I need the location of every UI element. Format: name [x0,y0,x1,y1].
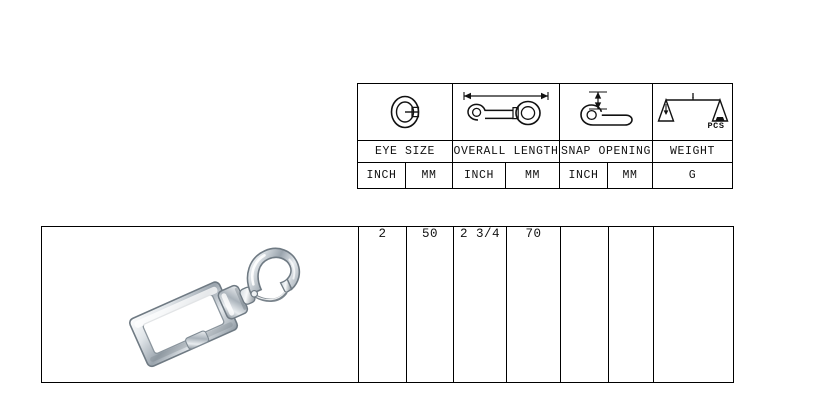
weight-scale-icon [653,84,732,140]
overall-length-unit-inch: INCH [453,163,506,189]
cell-overall-length-mm: 70 [507,227,561,383]
cell-snap-opening-inch [561,227,609,383]
cell-eye-size-inch: 2 [359,227,407,383]
snap-opening-unit-inch: INCH [560,163,608,189]
cell-eye-size-mm: 50 [407,227,454,383]
cell-overall-length-inch: 2 3/4 [454,227,507,383]
overall-length-icon [453,84,559,140]
spec-header-table [357,83,733,189]
weight-unit-g: G [653,163,733,189]
cell-weight-g [654,227,734,383]
cell-snap-opening-mm [609,227,654,383]
eye-size-label: EYE SIZE [358,141,453,163]
weight-label: WEIGHT [653,141,733,163]
eye-size-icon-cell [358,84,453,141]
snap-opening-label: SNAP OPENING [560,141,653,163]
eye-size-icon [358,84,452,140]
overall-length-unit-mm: MM [506,163,560,189]
product-data-table [41,226,734,383]
swivel-snap-hook-illustration [122,231,312,381]
spec-icon-row [358,84,733,141]
snap-opening-icon [560,84,652,140]
spec-name-row [358,141,733,163]
weight-icon-pcs-label: PCS [706,121,725,131]
snap-opening-icon-cell [560,84,653,141]
eye-size-unit-mm: MM [406,163,453,189]
product-image-cell [42,227,359,383]
table-row [42,227,734,383]
snap-opening-unit-mm: MM [608,163,653,189]
overall-length-icon-cell [453,84,560,141]
overall-length-label: OVERALL LENGTH [453,141,560,163]
eye-size-unit-inch: INCH [358,163,406,189]
weight-icon-cell [653,84,733,141]
spec-unit-row [358,163,733,189]
